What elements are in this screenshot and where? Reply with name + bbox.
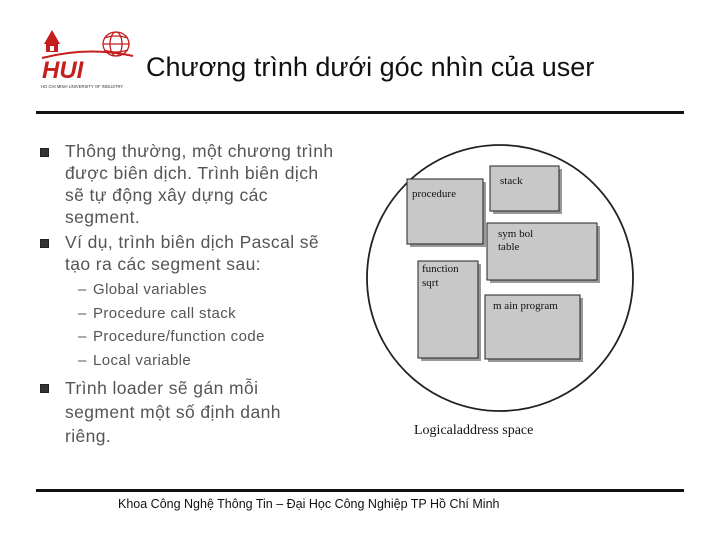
bullet-item	[40, 231, 370, 275]
bullet-line: riêng.	[65, 426, 112, 446]
bullet-item	[40, 376, 370, 448]
segment-label: stack	[500, 175, 523, 187]
bottom-divider	[36, 489, 684, 492]
sub-item: – Procedure call stack	[78, 304, 237, 322]
bullet-item	[40, 140, 370, 228]
sub-item: – Procedure/function code	[78, 328, 265, 345]
square-bullet-icon	[40, 384, 49, 393]
slide-title: Chương trình dưới góc nhìn của user	[146, 52, 595, 82]
segment-function-sqrt	[418, 261, 478, 358]
logo-text: HUI	[42, 57, 84, 84]
top-divider	[36, 111, 684, 114]
segment-label: table	[498, 241, 520, 253]
square-bullet-icon	[40, 239, 49, 248]
footer-text: Khoa Công Nghệ Thông Tin – Đại Học Công Nghiệp TP Hồ Chí Minh	[118, 497, 500, 511]
bullet-line: Trình loader sẽ gán mỗi	[65, 378, 259, 398]
hui-logo	[38, 28, 136, 90]
segment-label: sqrt	[422, 277, 439, 289]
bullet-line: tạo ra các segment sau:	[65, 254, 261, 274]
square-bullet-icon	[40, 148, 49, 157]
sub-list	[78, 278, 370, 372]
segment-label: procedure	[412, 188, 456, 200]
diagram-caption: Logicaladdress space	[414, 423, 534, 438]
sub-item: – Local variable	[78, 351, 192, 369]
bullet-line: được biên dịch. Trình biên dịch	[65, 163, 319, 183]
logical-address-space-diagram	[360, 135, 650, 450]
segment-label: m ain program	[493, 300, 558, 312]
slide-content	[40, 140, 370, 451]
segment-label: sym bol	[498, 228, 534, 240]
bullet-line: segment một số định danh	[65, 402, 281, 422]
bullet-line: segment.	[65, 207, 141, 227]
sub-item: – Global variables	[78, 281, 207, 298]
segment-stack	[490, 166, 559, 211]
bullet-line: Ví dụ, trình biên dịch Pascal sẽ	[65, 232, 320, 252]
segment-label: function	[422, 263, 459, 275]
bullet-line: sẽ tự động xây dựng các	[65, 185, 268, 205]
bullet-line: Thông thường, một chương trình	[65, 141, 334, 161]
logo-subtitle: HO CHI MINH UNIVERSITY OF INDUSTRY	[41, 84, 124, 89]
